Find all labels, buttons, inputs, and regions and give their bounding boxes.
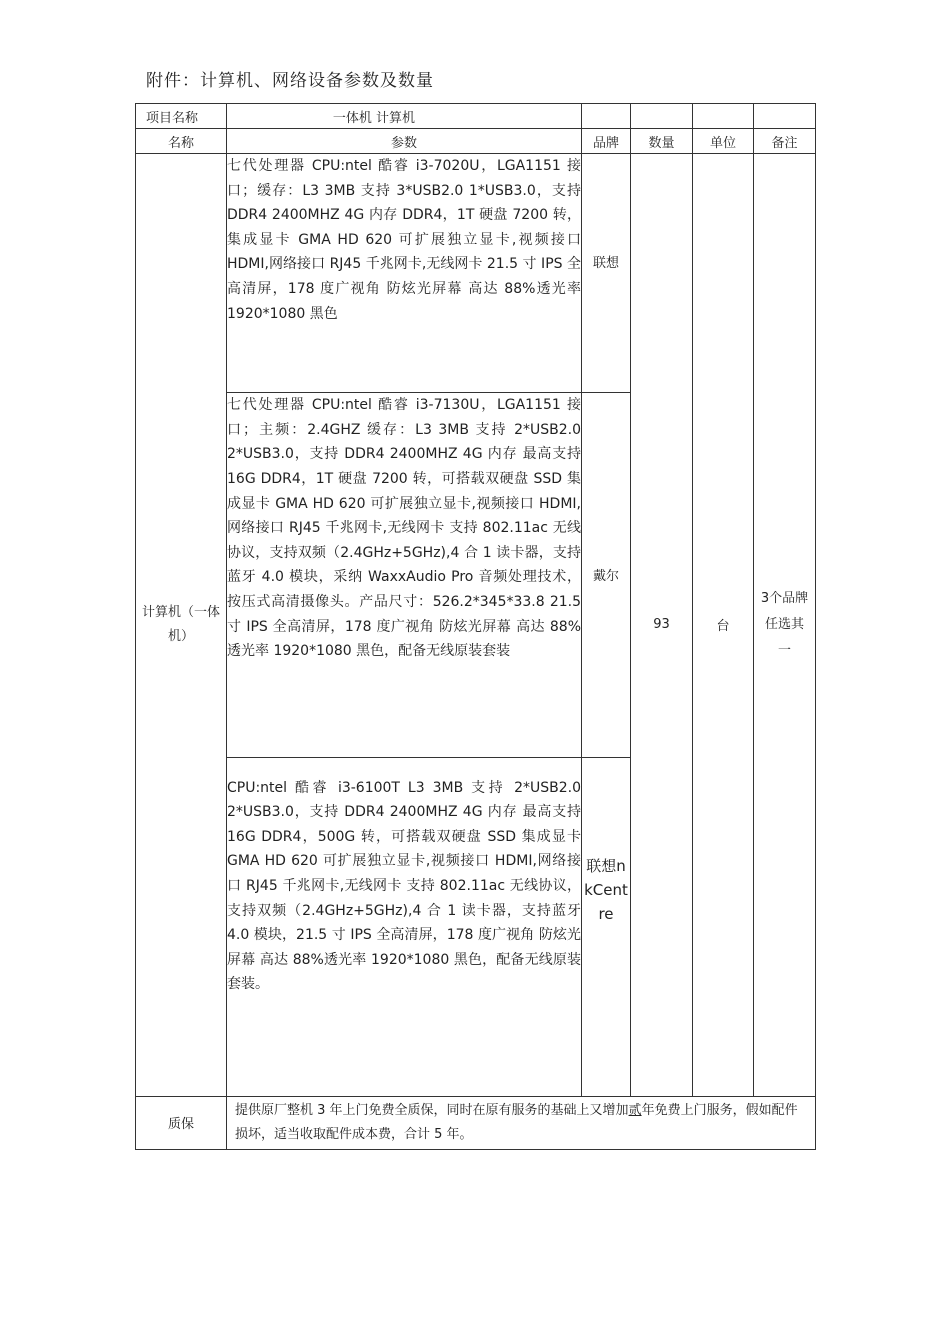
brand-cell: 戴尔 [582, 393, 631, 757]
warranty-text [227, 1096, 816, 1149]
warranty-text-start: 提供原厂整机 3 年上门免费全质保，同时在原有服务的基础上又增加 [235, 1102, 629, 1118]
spec-cell: 七代处理器 CPU:ntel 酷睿 i3-7020U，LGA1151 接口；缓存：L3 3MB 支持 3*USB2.0 1*USB3.0，支持 DDR4 2400MHZ 4G 内存 DDR4，1T 硬盘 7200 转， 集成显卡 GMA HD 620 可扩展独立显卡,视频接口 HDMI,网络接口 RJ45 千兆网卡,无线网卡 21.5 寸 IPS 全高清屏，178 度广视角 防炫光屏幕 高达 88%透光率 1920*1080 黑色 [227, 154, 582, 393]
empty-cell [582, 104, 631, 129]
header-row [136, 129, 816, 154]
table-row [136, 154, 816, 393]
empty-cell [631, 104, 693, 129]
header-unit: 单位 [693, 129, 754, 154]
header-brand: 品牌 [582, 129, 631, 154]
empty-cell [754, 104, 816, 129]
warranty-row [136, 1096, 816, 1149]
header-name: 名称 [136, 129, 227, 154]
warranty-text-underlined: 贰 [628, 1102, 642, 1118]
warranty-text-end: 年免费上门服务，假如配件损坏，适当收取配件成本费，合计 5 年。 [235, 1102, 798, 1142]
project-value: 一体机 计算机 [227, 104, 582, 129]
spec-cell: 七代处理器 CPU:ntel 酷睿 i3-7130U，LGA1151 接口；主频：2.4GHZ 缓存：L3 3MB 支持 2*USB2.0 2*USB3.0，支持 DDR4 2400MHZ 4G 内存 最高支持 16G DDR4，1T 硬盘 7200 转，可搭载双硬盘 SSD 集成显卡 GMA HD 620 可扩展独立显卡,视频接口 HDMI,网络接口 RJ45 千兆网卡,无线网卡 支持 802.11ac 无线协议，支持双频（2.4GHz+5GHz),4 合 1 读卡器，支持蓝牙 4.0 模块，采纳 WaxxAudio Pro 音频处理技术，按压式高清摄像头。产品尺寸：526.2*345*33.8 21.5 寸 IPS 全高清屏，178 度广视角 防炫光屏幕 高达 88%透光率 1920*1080 黑色，配备无线原装套装 [227, 393, 582, 757]
brand-cell: 联想 [582, 154, 631, 393]
header-params: 参数 [227, 129, 582, 154]
empty-cell [693, 104, 754, 129]
document-title: 附件：计算机、网络设备参数及数量 [146, 71, 434, 91]
quantity-cell: 93 [631, 154, 693, 1097]
header-qty: 数量 [631, 129, 693, 154]
spec-table [135, 103, 816, 1150]
brand-cell: 联想nkCentre [582, 757, 631, 1096]
warranty-label: 质保 [136, 1096, 227, 1149]
project-label: 项目名称 [136, 104, 227, 129]
project-row [136, 104, 816, 129]
spec-cell: CPU:ntel 酷睿 i3-6100T L3 3MB 支持 2*USB2.0 2*USB3.0，支持 DDR4 2400MHZ 4G 内存 最高支持 16G DDR4，500G 转，可搭载双硬盘 SSD 集成显卡 GMA HD 620 可扩展独立显卡,视频接口 HDMI,网络接口 RJ45 千兆网卡,无线网卡 支持 802.11ac 无线协议，支持双频（2.4GHz+5GHz),4 合 1 读卡器，支持蓝牙 4.0 模块，21.5 寸 IPS 全高清屏，178 度广视角 防炫光屏幕 高达 88%透光率 1920*1080 黑色，配备无线原装套装。 [227, 757, 582, 1096]
unit-cell: 台 [693, 154, 754, 1097]
note-cell: 3个品牌任选其一 [754, 154, 816, 1097]
item-name: 计算机（一体机） [136, 154, 227, 1097]
header-note: 备注 [754, 129, 816, 154]
